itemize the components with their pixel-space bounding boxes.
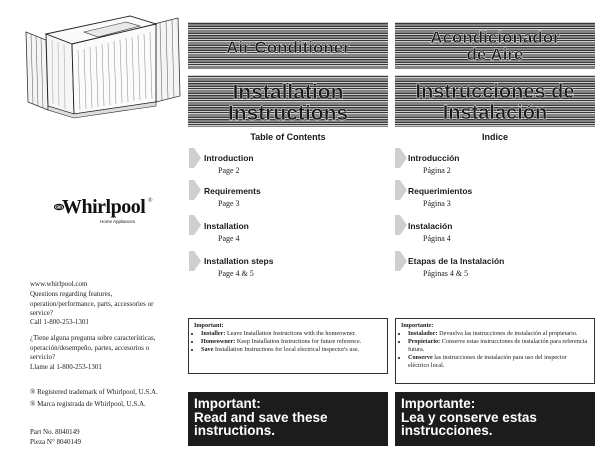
important-box-es xyxy=(395,318,595,384)
product-title-en: Air Conditioner xyxy=(226,38,350,57)
contact-call-en: Call 1-800-253-1301 xyxy=(30,318,89,326)
toc-page-es: Página 2 xyxy=(423,166,451,175)
chevron-right-icon xyxy=(395,148,407,168)
product-title-es-line2: de Aire xyxy=(466,45,524,64)
important-item-en: • Homeowner: Keep Installation Instructions for future reference. xyxy=(201,338,382,346)
contact-questions-es: ¿Tiene alguna pregunta sobre características, operación/desempeño, partes, accesorios o servicio? xyxy=(30,334,156,361)
toc-heading-en: Table of Contents xyxy=(250,132,326,142)
trademark-es: ® Marca registrada de Whirlpool, U.S.A. xyxy=(30,400,146,408)
contact-questions-en: Questions regarding features, operation/performance, parts, accessories or service? xyxy=(30,290,154,317)
chevron-right-icon xyxy=(189,148,201,168)
product-title-es-line1: Acondicionador xyxy=(430,28,560,47)
toc-item-installation-en[interactable]: Installation xyxy=(204,221,249,231)
important-item-es: • Conserve las instrucciones de instalación para uso del inspector eléctrico local. xyxy=(408,354,589,370)
part-number-es: Pieza N° 8040149 xyxy=(30,438,82,446)
toc-page-es: Página 3 xyxy=(423,199,451,208)
doc-title-en-line2: Instructions xyxy=(227,102,349,125)
toc-page-en: Page 4 & 5 xyxy=(218,269,254,278)
important-item-es: • Propietario: Conserve estas instrucciones de instalación para referencia futura. xyxy=(408,338,589,354)
important-box-en xyxy=(188,318,388,374)
toc-item-etapas-es[interactable]: Etapas de la Instalación xyxy=(408,256,505,266)
chevron-right-icon xyxy=(189,180,201,200)
toc-item-instalacion-es[interactable]: Instalación xyxy=(408,221,453,231)
toc-page-en: Page 4 xyxy=(218,234,240,243)
important-item-en: • Installer: Leave Installation Instructions with the homeowner. xyxy=(201,330,382,338)
important-item-en: • Save Installation Instructions for local electrical inspector's use. xyxy=(201,346,382,354)
contact-call-es: Llame al 1-800-253-1301 xyxy=(30,363,102,371)
banner-line: Importante: xyxy=(401,396,476,411)
important-heading-en: Important: xyxy=(194,322,224,329)
toc-item-requirements-en[interactable]: Requirements xyxy=(204,186,261,196)
part-number-en: Part No. 8040149 xyxy=(30,428,80,436)
chevron-right-icon xyxy=(189,215,201,235)
toc-page-es: Páginas 4 & 5 xyxy=(423,269,469,278)
toc-item-requerimientos-es[interactable]: Requerimientos xyxy=(408,186,473,196)
toc-item-installation-steps-en[interactable]: Installation steps xyxy=(204,256,274,266)
read-save-banner-es xyxy=(395,392,595,446)
toc-item-introduccion-es[interactable]: Introducción xyxy=(408,153,460,163)
banner-line: Read and save these xyxy=(194,409,328,425)
banner-line: instrucciones. xyxy=(401,423,493,438)
doc-title-es-line2: Instalación xyxy=(442,102,548,124)
doc-title-es-line1: Instrucciones de xyxy=(415,81,575,103)
contact-website: www.whirlpool.com xyxy=(30,280,88,288)
logo-registered-mark: ® xyxy=(148,198,153,204)
toc-page-en: Page 3 xyxy=(218,199,240,208)
chevron-right-icon xyxy=(395,251,407,271)
important-item-es: • Instalador: Devuelva las instrucciones de instalación al propietario. xyxy=(408,330,589,338)
air-conditioner-illustration xyxy=(22,10,182,120)
toc-item-introduction-en[interactable]: Introduction xyxy=(204,153,254,163)
doc-title-en-line1: Installation xyxy=(232,81,344,104)
chevron-right-icon xyxy=(395,215,407,235)
english-header xyxy=(188,22,388,127)
toc-page-en: Page 2 xyxy=(218,166,240,175)
toc-heading-es: Indice xyxy=(481,132,508,142)
important-heading-es: Importante: xyxy=(401,322,434,329)
chevron-right-icon xyxy=(189,251,201,271)
banner-line: Lea y conserve estas xyxy=(401,409,537,425)
toc-page-es: Página 4 xyxy=(423,234,451,243)
read-save-banner-en xyxy=(188,392,388,446)
logo-wordmark: Whirlpool xyxy=(62,196,146,218)
chevron-right-icon xyxy=(395,180,407,200)
banner-line: instructions. xyxy=(194,423,276,438)
logo-tagline: Home Appliances xyxy=(100,219,136,224)
trademark-en: ® Registered trademark of Whirlpool, U.S.A. xyxy=(30,388,158,396)
banner-line: Important: xyxy=(194,396,261,411)
whirlpool-logo xyxy=(52,196,152,230)
spanish-header xyxy=(395,22,595,127)
